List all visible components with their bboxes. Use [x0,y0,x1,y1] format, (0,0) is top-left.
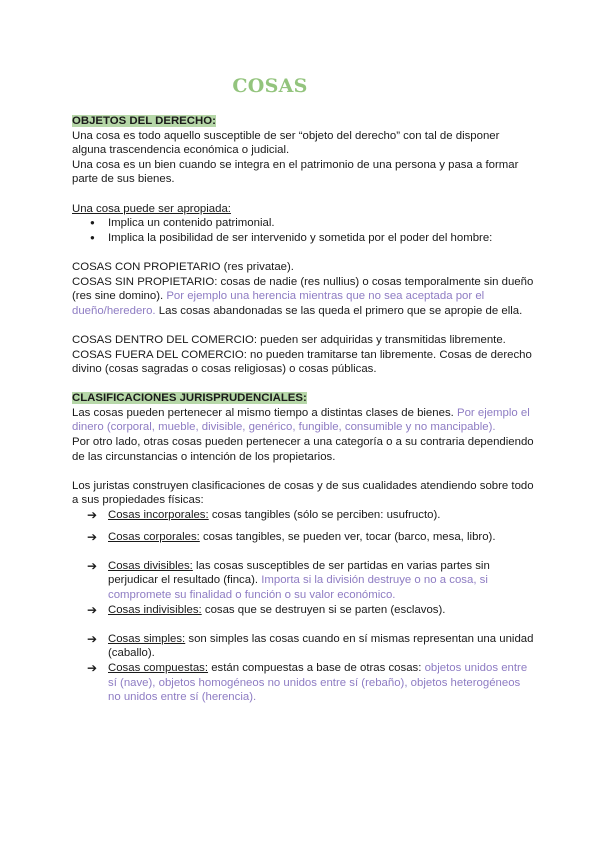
paragraph: COSAS CON PROPIETARIO (res privatae). [72,260,294,273]
section-heading-clasificaciones: CLASIFICACIONES JURISPRUDENCIALES: [72,392,307,405]
paragraph: Las cosas pueden pertenecer al mismo tiempo a distintas clases de bienes. Por ejemplo el dinero (corporal, mueble, divisible, genérico, fungible, consumible y no mancipable). [72,406,530,434]
section-heading-objetos: OBJETOS DEL DERECHO: [72,115,216,127]
bullet-list [72,216,534,245]
arrow-right-icon: ➔ [87,631,98,646]
list-item: ➔ Cosas compuestas: están compuestas a base de otras cosas: objetos unidos entre sí (nave), objetos homogéneos no unidos entre sí (rebaño), objetos heterogéneos no unidos entre sí (herencia). [87,660,528,704]
list-item: ● Implica un contenido patrimonial. [108,216,534,231]
arrow-right-icon: ➔ [87,508,98,523]
note-text: Por ejemplo el dinero (corporal, mueble, divisible, genérico, fungible, consumible y no mancipable). [72,406,530,434]
list-item: ➔ Cosas corporales: cosas tangibles, se pueden ver, tocar (barco, mesa, libro). [87,529,496,544]
arrow-right-icon: ➔ [87,529,98,544]
paragraph: COSAS DENTRO DEL COMERCIO: pueden ser adquiridas y transmitidas libremente. [72,333,506,346]
paragraph-sin-propietario: COSAS SIN PROPIETARIO: cosas de nadie (res nullius) o cosas temporalmente sin dueño (res sine domino). Por ejemplo una herencia mientras que no sea aceptada por el dueño/heredero. Las cosas abandonadas se las queda el primero que se apropie de ella. [72,275,534,317]
list-item: ➔ Cosas simples: son simples las cosas cuando en sí mismas representan una unidad (caballo). [87,631,534,660]
list-item: ➔ Cosas indivisibles: cosas que se destruyen si se parten (esclavos). [87,602,446,617]
page-title: COSAS [232,75,308,97]
arrow-right-icon: ➔ [87,660,98,675]
paragraph: Por otro lado, otras cosas pueden pertenecer a una categoría o a su contraria dependiendo de las circunstancias o intención de los propietarios. [72,436,534,463]
arrow-right-icon: ➔ [87,602,98,617]
list-item: ➔ Cosas divisibles: las cosas susceptibles de ser partidas en varias partes sin perjudicar el resultado (finca). Importa si la división destruye o no a cosa, si compromete su finalidad o función o su valor económico. [87,558,490,601]
paragraph: COSAS FUERA DEL COMERCIO: no pueden tramitarse tan libremente. Cosas de derecho divino (cosas sagradas o cosas religiosas) o cosas públicas. [72,348,532,376]
list-item: ➔ Cosas incorporales: cosas tangibles (sólo se perciben: usufructo). [87,508,441,523]
list-item: ● Implica la posibilidad de ser intervenido y sometida por el poder del hombre: [108,231,534,246]
subheading-apropiada: Una cosa puede ser apropiada: [72,202,231,215]
paragraph: Una cosa es todo aquello susceptible de ser “objeto del derecho” con tal de disponer alguna trascendencia económica o judicial. [72,129,500,157]
arrow-right-icon: ➔ [87,558,98,573]
paragraph: Los juristas construyen clasificaciones de cosas y de sus cualidades atendiendo sobre todo a sus propiedades físicas: [72,479,534,507]
document-body [72,114,534,705]
note-text: Por ejemplo una herencia mientras que no sea aceptada por el dueño/heredero. [72,290,485,317]
arrow-list [72,508,534,705]
paragraph: Una cosa es un bien cuando se integra en el patrimonio de una persona y pasa a formar parte de sus bienes. [72,158,519,186]
